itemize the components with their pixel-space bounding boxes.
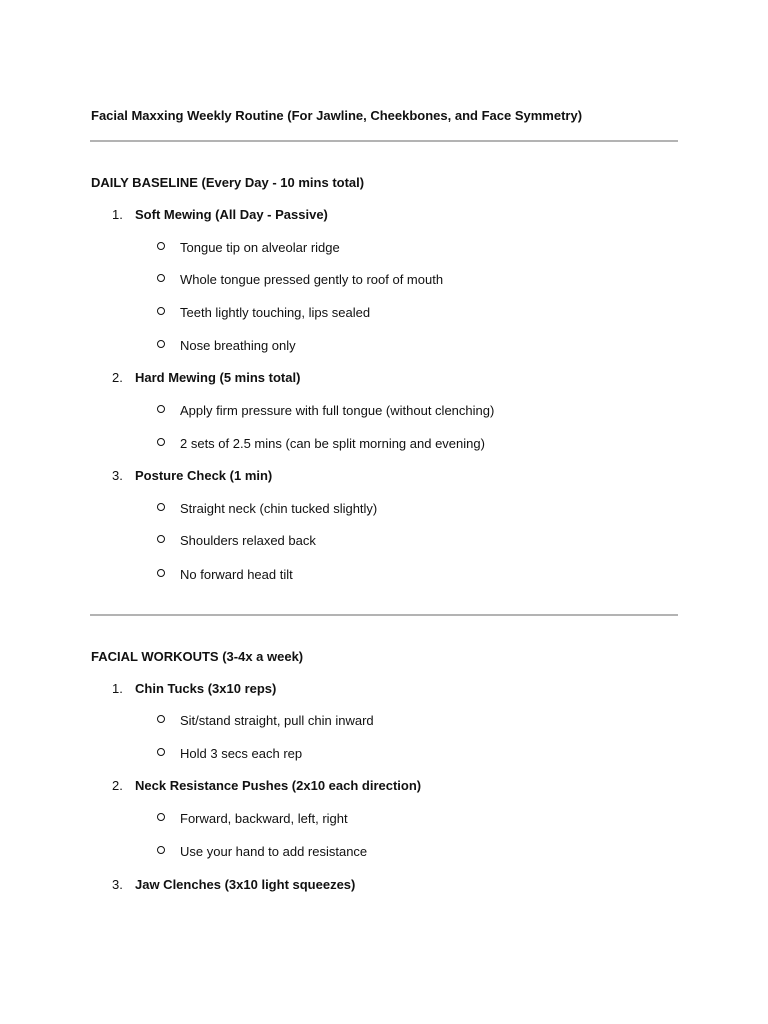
bullet-text: Forward, backward, left, right <box>180 811 348 826</box>
horizontal-rule <box>90 614 678 616</box>
hollow-circle-bullet-icon <box>157 242 165 250</box>
hollow-circle-bullet-icon <box>157 535 165 543</box>
bullet-item <box>157 810 348 828</box>
bullet-item <box>157 566 293 584</box>
list-number: 1. <box>112 207 123 222</box>
bullet-text: 2 sets of 2.5 mins (can be split morning and evening) <box>180 436 485 451</box>
list-item-label: Jaw Clenches (3x10 light squeezes) <box>135 877 356 892</box>
hollow-circle-bullet-icon <box>157 846 165 854</box>
list-item-chin-tucks <box>112 680 276 698</box>
list-number: 3. <box>112 877 123 892</box>
bullet-text: No forward head tilt <box>180 567 293 582</box>
list-item-neck-resistance-pushes <box>112 777 421 795</box>
list-item-hard-mewing <box>112 369 300 387</box>
document-title: Facial Maxxing Weekly Routine (For Jawline, Cheekbones, and Face Symmetry) <box>91 108 583 123</box>
bullet-text: Straight neck (chin tucked slightly) <box>180 501 378 516</box>
list-item-label: Chin Tucks (3x10 reps) <box>135 681 277 696</box>
hollow-circle-bullet-icon <box>157 405 165 413</box>
hollow-circle-bullet-icon <box>157 274 165 282</box>
bullet-text: Hold 3 secs each rep <box>180 746 303 761</box>
list-number: 2. <box>112 778 123 793</box>
list-number: 2. <box>112 370 123 385</box>
horizontal-rule <box>90 140 678 142</box>
hollow-circle-bullet-icon <box>157 503 165 511</box>
list-item-label: Neck Resistance Pushes (2x10 each direction) <box>135 778 422 793</box>
hollow-circle-bullet-icon <box>157 569 165 577</box>
hollow-circle-bullet-icon <box>157 748 165 756</box>
bullet-item <box>157 337 296 355</box>
list-item-label: Posture Check (1 min) <box>135 468 273 483</box>
section-heading-facial-workouts: FACIAL WORKOUTS (3-4x a week) <box>91 649 304 664</box>
bullet-text: Apply firm pressure with full tongue (without clenching) <box>180 403 495 418</box>
bullet-item <box>157 239 340 257</box>
list-item-posture-check <box>112 467 272 485</box>
bullet-item <box>157 843 367 861</box>
bullet-text: Whole tongue pressed gently to roof of mouth <box>180 272 444 287</box>
list-item-label: Soft Mewing (All Day - Passive) <box>135 207 328 222</box>
bullet-item <box>157 532 316 550</box>
hollow-circle-bullet-icon <box>157 340 165 348</box>
hollow-circle-bullet-icon <box>157 438 165 446</box>
bullet-text: Tongue tip on alveolar ridge <box>180 240 340 255</box>
bullet-item <box>157 500 377 518</box>
bullet-text: Nose breathing only <box>180 338 296 353</box>
bullet-text: Sit/stand straight, pull chin inward <box>180 713 374 728</box>
bullet-item <box>157 435 485 453</box>
list-number: 3. <box>112 468 123 483</box>
bullet-text: Use your hand to add resistance <box>180 844 368 859</box>
hollow-circle-bullet-icon <box>157 307 165 315</box>
list-item-label: Hard Mewing (5 mins total) <box>135 370 301 385</box>
bullet-item <box>157 402 494 420</box>
list-item-jaw-clenches <box>112 876 355 894</box>
list-number: 1. <box>112 681 123 696</box>
bullet-item <box>157 271 443 289</box>
bullet-item <box>157 712 374 730</box>
hollow-circle-bullet-icon <box>157 715 165 723</box>
bullet-item <box>157 745 302 763</box>
bullet-text: Teeth lightly touching, lips sealed <box>180 305 371 320</box>
section-heading-daily-baseline: DAILY BASELINE (Every Day - 10 mins total) <box>91 175 365 190</box>
bullet-item <box>157 304 370 322</box>
list-item-soft-mewing <box>112 206 328 224</box>
hollow-circle-bullet-icon <box>157 813 165 821</box>
bullet-text: Shoulders relaxed back <box>180 533 316 548</box>
